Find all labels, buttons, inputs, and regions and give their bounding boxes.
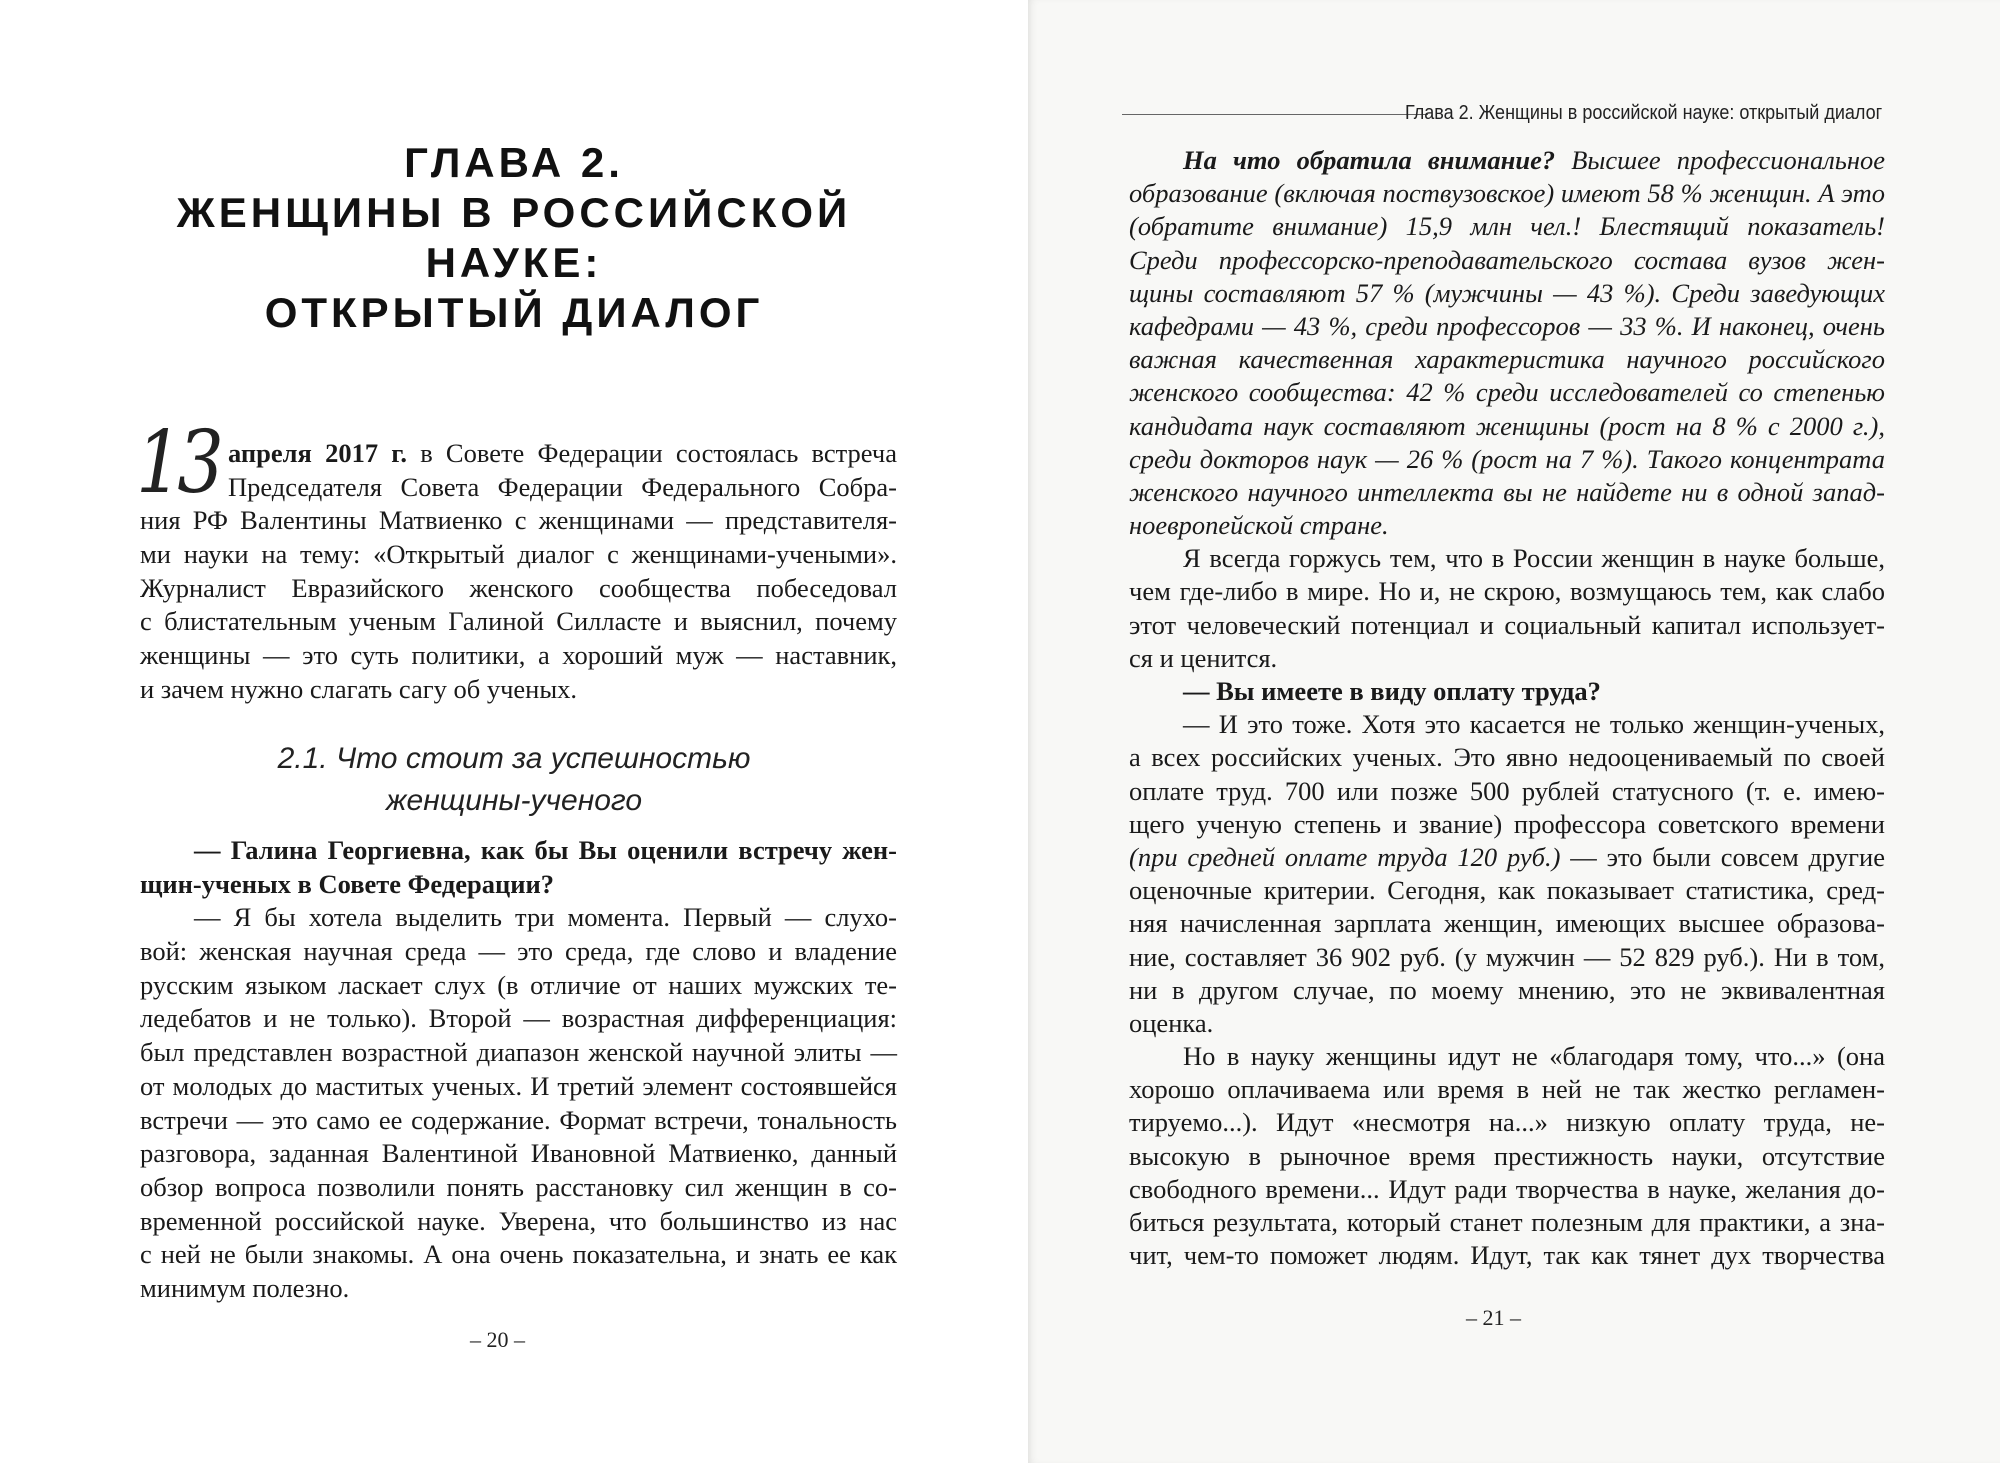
text-line: ми науки на тему: «Открытый диалог с женщинами-учеными». — [140, 539, 897, 570]
text-line: от молодых до маститых ученых. И третий элемент состоявшейся — [140, 1070, 897, 1101]
text-line: Но в науку женщины идут не «благодаря тому, что...» (она — [1183, 1041, 1885, 1072]
text-line: женщины — это суть политики, а хороший муж — наставник, — [140, 640, 897, 671]
text-line: вой: женская научная среда — это среда, где слово и владение — [140, 936, 897, 967]
text-line: ния РФ Валентины Матвиенко с женщинами — представителя- — [140, 505, 897, 536]
text-line: обзор вопроса позволили понять расстановку сил женщин в со- — [140, 1171, 897, 1202]
page-number: – 20 – — [470, 1327, 525, 1352]
text-line: — Я бы хотела выделить три момента. Первый — слухо- — [194, 902, 897, 933]
text-line: оплате труд. 700 или позже 500 рублей статусного (т. е. имею- — [1129, 775, 1885, 806]
text-line: оценочные критерии. Сегодня, как показывает статистика, сред- — [1129, 875, 1885, 906]
text-run: — это были совсем другие — [1560, 841, 1885, 872]
text-line: щины составляют 57 % (мужчины — 43 %). Среди заведующих — [1129, 277, 1885, 308]
text-line: с ней не были знакомы. А она очень показательна, и знать ее как — [140, 1239, 897, 1270]
text-line: ледебатов и не только). Второй — возрастная дифференциация: — [140, 1003, 897, 1034]
text-line: — Вы имеете в виду оплату труда? — [1183, 676, 1601, 706]
text-line: русским языком ласкает слух (в отличие от наших мужских те- — [140, 969, 897, 1000]
intro-paragraph — [140, 437, 897, 707]
text-line: встречи — это само ее содержание. Формат встречи, тональность — [140, 1104, 897, 1135]
text-line: среди докторов наук — 26 % (рост на 7 %). Такого концентрата — [1129, 443, 1885, 474]
text-line: чит, чем-то поможет людям. Идут, так как тянет дух творчества — [1129, 1240, 1885, 1271]
text-line: минимум полезно. — [140, 1272, 350, 1303]
text-line: был представлен возрастной диапазон женской научной элиты — — [140, 1037, 897, 1068]
section-heading — [0, 738, 1028, 822]
section-heading-line: 2.1. Что стоит за успешностью — [277, 742, 751, 775]
text-line: этот человеческий потенциал и социальный капитал использует- — [1129, 609, 1885, 640]
chapter-title-line: ГЛАВА 2. — [404, 139, 624, 186]
text-line: с блистательным ученым Галиной Силласте и выяснил, почему — [140, 606, 897, 637]
text-line: щего ученую степень и звание) профессора советского времени — [1129, 808, 1885, 839]
running-header-text: Глава 2. Женщины в российской науке: открытый диалог — [1404, 102, 1882, 124]
text-line: кафедрами — 43 %, среди профессоров — 33 %. И наконец, очень — [1129, 310, 1885, 341]
text-line: высокую в рыночное время престижность науки, отсутствие — [1129, 1140, 1885, 1171]
text-line: Я всегда горжусь тем, что в России женщин в науке больше, — [1183, 543, 1885, 574]
text-run: Высшее профессиональное — [1555, 145, 1885, 175]
text-line: оценка. — [1129, 1007, 1214, 1038]
text-line: чем где-либо в мире. Но и, не скрою, возмущаюсь тем, как слабо — [1129, 576, 1885, 607]
text-line: — Галина Георгиевна, как бы Вы оценили встречу жен- — [194, 835, 897, 865]
text-line: образование (включая поствузовское) имеют 58 % женщин. А это — [1129, 178, 1885, 209]
text-line: временной российской науке. Уверена, что большинство из нас — [140, 1205, 897, 1236]
text-line: Председателя Совета Федерации Федерального Собра- — [228, 471, 897, 502]
text-run: в Совете Федерации состоялась встреча — [406, 438, 898, 468]
text-line: ноевропейской стране. — [1129, 510, 1389, 541]
text-line: женского сообщества: 42 % среди исследователей со степенью — [1129, 377, 1885, 408]
text-line: Среди профессорско-преподавательского состава вузов жен- — [1129, 244, 1885, 275]
text-line: а всех российских ученых. Это явно недооцениваемый по своей — [1129, 742, 1885, 773]
text-line: ни в другом случае, по моему мнению, это не эквивалентная — [1129, 974, 1885, 1005]
text-line — [1129, 841, 1885, 874]
chapter-title-line: ЖЕНЩИНЫ В РОССИЙСКОЙ — [176, 189, 852, 236]
body-text — [1129, 144, 1885, 1272]
text-line: важная качественная характеристика научного российского — [1129, 344, 1885, 375]
text-run: апреля 2017 г. — [228, 438, 407, 468]
text-line: ние, составляет 36 902 руб. (у мужчин — 52 829 руб.). Ни в том, — [1129, 941, 1885, 972]
right-page — [1028, 0, 2000, 1463]
text-run: (при средней оплате труда 120 руб.) — [1129, 841, 1561, 872]
text-line: хорошо оплачиваема или время в ней не так жестко регламен- — [1129, 1074, 1885, 1105]
page-number: – 21 – — [1466, 1305, 1521, 1330]
chapter-title — [0, 138, 1028, 338]
section-heading-line: женщины-ученого — [385, 784, 643, 817]
text-line: няя начисленная зарплата женщин, имеющих высшее образова- — [1129, 908, 1885, 939]
text-line: биться результата, который станет полезным для практики, а зна- — [1129, 1207, 1885, 1237]
drop-cap: 13 — [136, 413, 219, 513]
text-line: щин-ученых в Совете Федерации? — [140, 868, 555, 899]
text-line: разговора, заданная Валентиной Ивановной Матвиенко, данный — [140, 1138, 897, 1169]
text-line: — И это тоже. Хотя это касается не только женщин-ученых, — [1183, 709, 1885, 740]
text-line: ся и ценится. — [1129, 642, 1278, 673]
text-line: (обратите внимание) 15,9 млн чел.! Блестящий показатель! — [1129, 211, 1885, 242]
text-line: кандидата наук составляют женщины (рост на 8 % с 2000 г.), — [1129, 410, 1885, 441]
text-line — [140, 437, 897, 471]
text-line — [1129, 144, 1885, 177]
chapter-title-line: НАУКЕ: — [425, 239, 603, 286]
text-line: женского научного интеллекта вы не найдете ни в одной запад- — [1129, 476, 1885, 507]
chapter-title-line: ОТКРЫТЫЙ ДИАЛОГ — [264, 289, 764, 336]
text-line: Журналист Евразийского женского сообщества побеседовал — [140, 572, 897, 603]
header-rule — [1122, 114, 1428, 115]
text-line: свободного времени... Идут ради творчества в науке, желания до- — [1129, 1173, 1885, 1204]
running-header — [1122, 98, 1882, 128]
text-run: На что обратила внимание? — [1183, 145, 1556, 175]
text-line: и зачем нужно слагать сагу об ученых. — [140, 673, 578, 704]
interview-text — [140, 834, 897, 1306]
text-line: тируемо...). Идут «несмотря на...» низкую оплату труда, не- — [1129, 1107, 1885, 1138]
